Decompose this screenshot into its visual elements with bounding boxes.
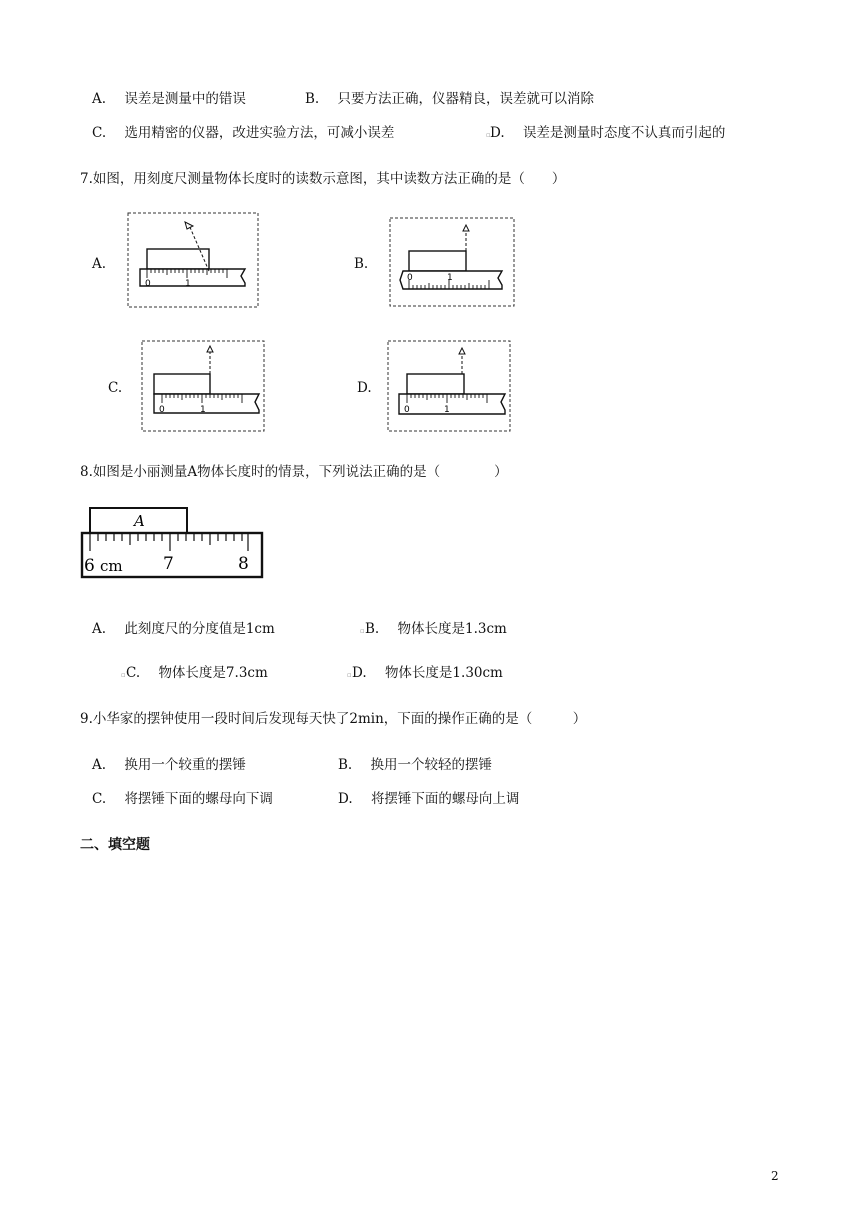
q8-stem: 8.如图是小丽测量A物体长度时的情景，下列说法正确的是（ ）: [80, 464, 508, 480]
q8-option-b: [365, 620, 507, 638]
eye-icon: [463, 225, 469, 231]
q6-option-a: [92, 90, 246, 108]
page-number: 2: [771, 1169, 779, 1183]
option-letter: B.: [305, 91, 320, 107]
q6-option-c: [92, 124, 394, 142]
q8-option-a: [92, 620, 275, 638]
q8-option-c: [126, 664, 268, 682]
object-block: [407, 374, 464, 394]
eye-icon: [185, 222, 193, 229]
option-letter: C.: [92, 125, 107, 141]
option-text: 物体长度是7.3cm: [158, 665, 268, 681]
option-text: 物体长度是1.30cm: [384, 665, 503, 681]
option-letter: B.: [365, 621, 380, 637]
option-letter: C.: [126, 665, 141, 681]
q7-figure-c: [141, 340, 265, 432]
q7-label-c: C.: [108, 380, 123, 396]
option-text: 将摆锤下面的螺母向上调: [370, 791, 520, 807]
q7-label-b: B.: [354, 256, 369, 272]
option-text: 误差是测量中的错误: [124, 91, 246, 107]
q9-stem: 9.小华家的摆钟使用一段时间后发现每天快了2min，下面的操作正确的是（ ）: [80, 711, 587, 727]
option-text: 只要方法正确，仪器精良，误差就可以消除: [337, 91, 595, 107]
option-text: 换用一个较轻的摆锤: [370, 757, 493, 773]
q7-figure-b: [389, 217, 515, 307]
tick-label-one: 1: [200, 405, 206, 415]
q7-figure-a: [127, 212, 259, 308]
object-block: [147, 249, 209, 269]
eye-icon: [207, 346, 213, 352]
tick-label-8: 8: [238, 554, 249, 574]
option-letter: A.: [92, 757, 107, 773]
anchor-dot: ▫: [360, 627, 365, 635]
tick-label-zero: 0: [159, 405, 165, 415]
q6-option-b: [305, 90, 594, 108]
option-text: 物体长度是1.3cm: [397, 621, 507, 637]
tick-label-one: 1: [444, 405, 450, 415]
q7-stem: 7.如图，用刻度尺测量物体长度时的读数示意图，其中读数方法正确的是（ ）: [80, 171, 566, 187]
tick-label-one: 1: [185, 279, 191, 289]
tick-label-one: 1: [447, 273, 453, 283]
q7-label-d: D.: [357, 380, 372, 396]
option-text: 选用精密的仪器，改进实验方法，可减小误差: [124, 125, 395, 141]
option-letter: A.: [92, 91, 107, 107]
option-letter: D.: [352, 665, 367, 681]
object-block: [409, 251, 466, 271]
tick-label-7: 7: [163, 554, 174, 574]
option-letter: A.: [92, 621, 107, 637]
option-letter: C.: [92, 791, 107, 807]
option-letter: D.: [338, 791, 353, 807]
q9-option-d: [338, 790, 519, 808]
option-text: 换用一个较重的摆锤: [124, 757, 246, 773]
tick-label-zero: 0: [407, 273, 413, 283]
option-text: 此刻度尺的分度值是1cm: [124, 621, 275, 637]
tick-label-zero: 0: [404, 405, 410, 415]
q8-figure: [78, 505, 264, 581]
tick-label-6: 6: [84, 556, 95, 576]
unit-label: cm: [100, 557, 123, 575]
anchor-dot: ▫: [121, 671, 126, 679]
object-a-label: A: [134, 512, 145, 530]
option-letter: B.: [338, 757, 353, 773]
option-text: 误差是测量时态度不认真而引起的: [522, 125, 726, 141]
eye-icon: [459, 348, 465, 354]
tick-label-zero: 0: [145, 279, 151, 289]
object-block: [154, 374, 210, 394]
ruler: [140, 269, 245, 286]
q9-option-c: [92, 790, 273, 808]
option-text: 将摆锤下面的螺母向下调: [124, 791, 273, 807]
anchor-dot: ▫: [486, 131, 491, 139]
q7-label-a: A.: [92, 256, 107, 272]
q6-option-d: [490, 124, 725, 142]
q8-option-d: [352, 664, 503, 682]
q9-option-a: [92, 756, 246, 774]
q9-option-b: [338, 756, 492, 774]
option-letter: D.: [490, 125, 505, 141]
q7-figure-d: [387, 340, 511, 432]
section-heading: 二、填空题: [80, 837, 150, 853]
anchor-dot: ▫: [347, 671, 352, 679]
